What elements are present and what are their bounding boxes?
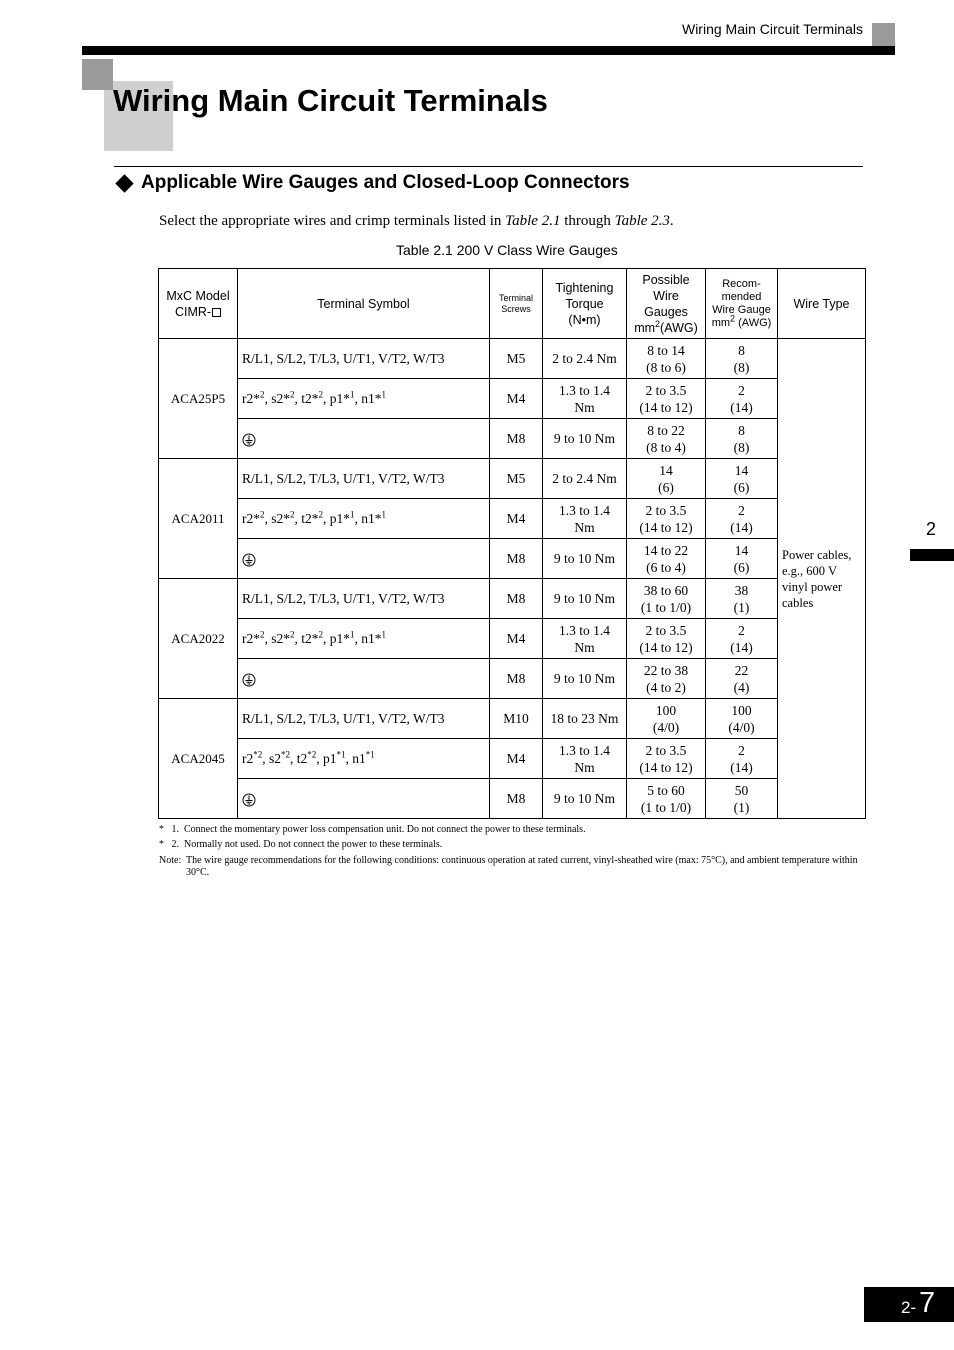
possible-cell: 2 to 3.5 (14 to 12) <box>627 739 706 779</box>
header-model: MxC Model CIMR- <box>159 269 238 339</box>
recommended-cell: 22 (4) <box>706 659 778 699</box>
symbol-aux: r2*$^2$, s2*$^2$, t2*$^2$, p1*$^1$, n1*$^1$ <box>238 499 490 539</box>
screw-cell: M8 <box>490 579 543 619</box>
model-cell: ACA25P5 <box>159 339 238 459</box>
possible-cell: 2 to 3.5 (14 to 12) <box>627 379 706 419</box>
running-header: Wiring Main Circuit Terminals <box>681 21 863 37</box>
placeholder-box-icon <box>212 308 221 317</box>
possible-cell: 100 (4/0) <box>627 699 706 739</box>
title-decoration-dark <box>82 59 113 90</box>
intro-text-2: through <box>560 213 615 229</box>
table-row <box>159 659 866 699</box>
table-header-row <box>159 269 866 339</box>
possible-cell: 8 to 22 (8 to 4) <box>627 419 706 459</box>
torque-cell: 9 to 10 Nm <box>543 659 627 699</box>
possible-cell: 5 to 60 (1 to 1/0) <box>627 779 706 819</box>
possible-cell: 8 to 14 (8 to 6) <box>627 339 706 379</box>
header-square <box>872 23 895 46</box>
symbol-ground <box>238 659 490 699</box>
intro-table-ref-2: Table 2.3 <box>614 213 670 229</box>
table-row <box>159 579 866 619</box>
header-terminal-screws: Terminal Screws <box>490 269 543 339</box>
ground-symbol-icon <box>242 553 256 567</box>
note-text: The wire gauge recommendations for the following conditions: continuous operation at rated current, vinyl-sheathed wire (max: 75°C), and ambient temperature within 30°C. <box>186 855 858 878</box>
symbol-ground <box>238 539 490 579</box>
recommended-cell: 14 (6) <box>706 539 778 579</box>
symbol-main: R/L1, S/L2, T/L3, U/T1, V/T2, W/T3 <box>238 579 490 619</box>
model-cell: ACA2022 <box>159 579 238 699</box>
header-possible-gauges: Possible Wire Gauges $mm^2(AWG)$ <box>627 269 706 339</box>
diamond-bullet-icon <box>115 174 133 192</box>
section-heading <box>114 172 630 194</box>
table-row <box>159 699 866 739</box>
chapter-tab-number: 2 <box>926 519 937 539</box>
torque-cell: 1.3 to 1.4 Nm <box>543 379 627 419</box>
torque-cell: 9 to 10 Nm <box>543 579 627 619</box>
intro-table-ref-1: Table 2.1 <box>505 213 561 229</box>
screw-cell: M8 <box>490 419 543 459</box>
intro-text-3: . <box>669 213 674 229</box>
ground-symbol-icon <box>242 793 256 807</box>
recommended-cell: 38 (1) <box>706 579 778 619</box>
recommended-cell: 100 (4/0) <box>706 699 778 739</box>
screw-cell: M4 <box>490 379 543 419</box>
torque-cell: 9 to 10 Nm <box>543 419 627 459</box>
screw-cell: M4 <box>490 499 543 539</box>
table-note <box>159 855 859 879</box>
symbol-main: R/L1, S/L2, T/L3, U/T1, V/T2, W/T3 <box>238 459 490 499</box>
intro-text-1: Select the appropriate wires and crimp terminals listed in <box>159 213 506 229</box>
torque-cell: 9 to 10 Nm <box>543 539 627 579</box>
table-row <box>159 379 866 419</box>
screw-cell: M10 <box>490 699 543 739</box>
screw-cell: M8 <box>490 539 543 579</box>
torque-cell: 1.3 to 1.4 Nm <box>543 739 627 779</box>
possible-cell: 38 to 60 (1 to 1/0) <box>627 579 706 619</box>
symbol-aux: r2*$^2$, s2*$^2$, t2*$^2$, p1*$^1$, n1*$^1$ <box>238 379 490 419</box>
section-rule <box>114 166 863 167</box>
recommended-cell: 2 (14) <box>706 739 778 779</box>
table-row <box>159 499 866 539</box>
header-terminal-symbol: Terminal Symbol <box>238 269 490 339</box>
footnote-1: * 1. Connect the momentary power loss compensation unit. Do not connect the power to these terminals. <box>159 824 586 835</box>
section-heading-text: Applicable Wire Gauges and Closed-Loop Connectors <box>141 172 630 193</box>
symbol-ground <box>238 419 490 459</box>
torque-cell: 2 to 2.4 Nm <box>543 459 627 499</box>
possible-cell: 14 (6) <box>627 459 706 499</box>
page-number-box <box>864 1287 954 1322</box>
screw-cell: M4 <box>490 739 543 779</box>
possible-cell: 22 to 38 (4 to 2) <box>627 659 706 699</box>
recommended-cell: 8 (8) <box>706 419 778 459</box>
screw-cell: M4 <box>490 619 543 659</box>
note-label: Note: <box>159 855 182 866</box>
screw-cell: M5 <box>490 339 543 379</box>
table-row <box>159 739 866 779</box>
torque-cell: 1.3 to 1.4 Nm <box>543 499 627 539</box>
table-caption: Table 2.1 200 V Class Wire Gauges <box>396 242 618 258</box>
torque-cell: 2 to 2.4 Nm <box>543 339 627 379</box>
recommended-cell: 50 (1) <box>706 779 778 819</box>
torque-cell: 1.3 to 1.4 Nm <box>543 619 627 659</box>
recommended-cell: 8 (8) <box>706 339 778 379</box>
recommended-cell: 14 (6) <box>706 459 778 499</box>
wire-gauge-table <box>158 268 866 819</box>
page-number-prefix: 2- <box>901 1298 917 1317</box>
screw-cell: M5 <box>490 459 543 499</box>
recommended-cell: 2 (14) <box>706 499 778 539</box>
recommended-cell: 2 (14) <box>706 619 778 659</box>
symbol-aux: r2*$^2$, s2*$^2$, t2*$^2$, p1*$^1$, n1*$^1$ <box>238 619 490 659</box>
page-number: 7 <box>919 1287 936 1319</box>
intro-paragraph <box>159 213 674 230</box>
table-row <box>159 419 866 459</box>
table-row <box>159 619 866 659</box>
table-row <box>159 459 866 499</box>
header-wire-type: Wire Type <box>778 269 866 339</box>
symbol-main: R/L1, S/L2, T/L3, U/T1, V/T2, W/T3 <box>238 699 490 739</box>
header-torque: Tightening Torque (N•m) <box>543 269 627 339</box>
footnote-2: * 2. Normally not used. Do not connect the power to these terminals. <box>159 839 443 850</box>
symbol-aux: r2$^{*2}$, s2$^{*2}$, t2$^{*2}$, p1$^{*1}$, n1$^{*1}$ <box>238 739 490 779</box>
chapter-tab-bar <box>910 549 954 561</box>
table-row <box>159 779 866 819</box>
torque-cell: 9 to 10 Nm <box>543 779 627 819</box>
ground-symbol-icon <box>242 673 256 687</box>
possible-cell: 2 to 3.5 (14 to 12) <box>627 499 706 539</box>
screw-cell: M8 <box>490 659 543 699</box>
table-row <box>159 339 866 379</box>
wire-type-cell: Power cables, e.g., 600 V vinyl power cables <box>778 339 866 819</box>
symbol-main: R/L1, S/L2, T/L3, U/T1, V/T2, W/T3 <box>238 339 490 379</box>
torque-cell: 18 to 23 Nm <box>543 699 627 739</box>
possible-cell: 14 to 22 (6 to 4) <box>627 539 706 579</box>
header-recommended-gauge: Recom- mended Wire Gauge $mm^2$ (AWG) <box>706 269 778 339</box>
ground-symbol-icon <box>242 433 256 447</box>
header-rule <box>82 46 895 55</box>
recommended-cell: 2 (14) <box>706 379 778 419</box>
model-cell: ACA2011 <box>159 459 238 579</box>
possible-cell: 2 to 3.5 (14 to 12) <box>627 619 706 659</box>
symbol-ground <box>238 779 490 819</box>
table-row <box>159 539 866 579</box>
page-title: Wiring Main Circuit Terminals <box>113 83 548 118</box>
model-cell: ACA2045 <box>159 699 238 819</box>
screw-cell: M8 <box>490 779 543 819</box>
